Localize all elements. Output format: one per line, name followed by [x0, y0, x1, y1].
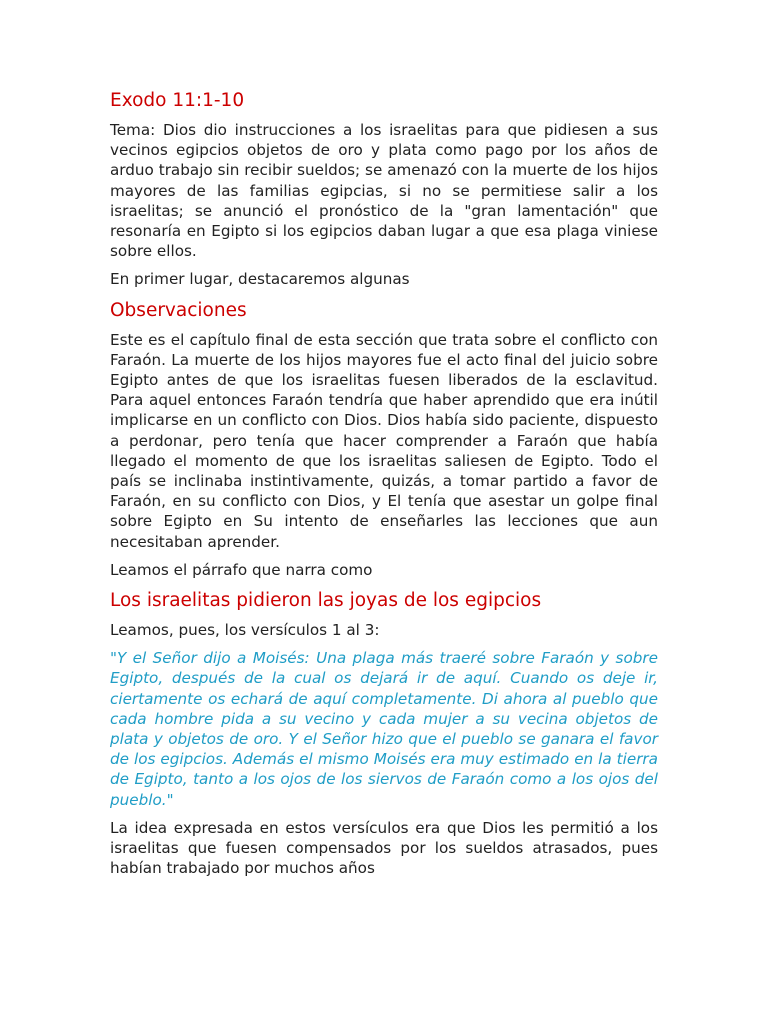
- paragraph-tema: Tema: Dios dio instrucciones a los israelitas para que pidiesen a sus vecinos egipcios objetos de oro y plata como pago por los años de arduo trabajo sin recibir sueldos; se amenazó con la muerte de los hijos mayores de las familias egipcias, si no se permitiese salir a los israelitas; se anunció el pronóstico de la "gran lamentación" que resonaría en Egipto si los egipcios daban lugar a que esa plaga viniese sobre ellos.: [110, 121, 658, 261]
- paragraph-versiculos: Leamos, pues, los versículos 1 al 3:: [110, 621, 380, 640]
- paragraph-observaciones: Este es el capítulo final de esta sección que trata sobre el conflicto con Faraón. La muerte de los hijos mayores fue el acto final del juicio sobre Egipto antes de que los israelitas fuesen liberados de la esclavitud. Para aquel entonces Faraón tendría que haber aprendido que era inútil implicarse en un conflicto con Dios. Dios había sido paciente, dispuesto a perdonar, pero tenía que hacer comprender a Faraón que había llegado el momento de que los israelitas saliesen de Egipto. Todo el país se inclinaba instintivamente, quizás, a tomar partido a favor de Faraón, en su conflicto con Dios, y El tenía que asestar un golpe final sobre Egipto en Su intento de enseñarles las lecciones que aun necesitaban aprender.: [110, 330, 658, 551]
- heading-observaciones: Observaciones: [110, 299, 247, 321]
- paragraph-leamos: Leamos el párrafo que narra como: [110, 560, 373, 579]
- paragraph-idea: La idea expresada en estos versículos era que Dios les permitió a los israelitas que fuesen compensados por los sueldos atrasados, pues habían trabajado por muchos años: [110, 818, 658, 878]
- bible-quote: "Y el Señor dijo a Moisés: Una plaga más traeré sobre Faraón y sobre Egipto, después de la cual os dejará ir de aquí. Cuando os deje ir, ciertamente os echará de aquí completamente. Di ahora al pueblo que cada hombre pida a su vecino y cada mujer a su vecina objetos de plata y objetos de oro. Y el Señor hizo que el pueblo se ganara el favor de los egipcios. Además el mismo Moisés era muy estimado en la tierra de Egipto, tanto a los ojos de los siervos de Faraón como a los ojos del pueblo.": [110, 649, 658, 809]
- heading-exodo: Exodo 11:1-10: [110, 90, 245, 111]
- paragraph-intro: En primer lugar, destacaremos algunas: [110, 270, 410, 289]
- heading-joyas: Los israelitas pidieron las joyas de los egipcios: [110, 590, 542, 612]
